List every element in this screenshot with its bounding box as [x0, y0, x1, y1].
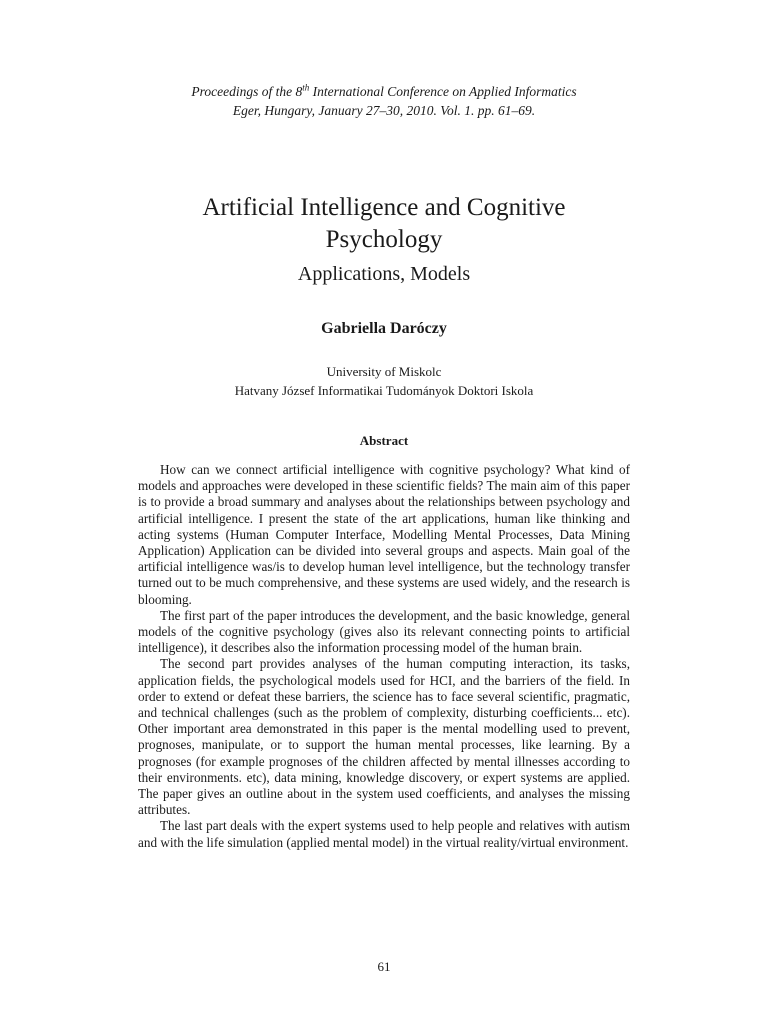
page-number: 61 — [377, 959, 391, 974]
abstract-body — [138, 462, 630, 851]
proceedings-prefix: Proceedings of the 8 — [191, 84, 303, 99]
paper-title — [0, 192, 768, 256]
proceedings-conference-name: International Conference on Applied Informatics — [309, 84, 577, 99]
abstract-paragraph: The last part deals with the expert systems used to help people and relatives with autism and with the life simulation (applied mental model) in the virtual reality/virtual environment. — [138, 818, 630, 850]
paper-title-line-1: Artificial Intelligence and Cognitive — [202, 194, 566, 221]
abstract-heading: Abstract — [359, 433, 409, 448]
affiliation-university: University of Miskolc — [326, 364, 442, 379]
abstract-paragraph: How can we connect artificial intelligence with cognitive psychology? What kind of models and approaches were developed in these scientific fields? The main aim of this paper is to provide a broad summary and analyses about the relationships between psychology and artificial intelligence. I present the state of the art applications, human like thinking and acting systems (Human Computer Interface, Modelling Mental Processes, Data Mining Application) Application can be divided into several groups and aspects. Main goal of the artificial intelligence was/is to develop human level intelligence, but the technology transfer turned out to be much comprehensive, and these systems are used widely, and the research is blooming. — [138, 462, 630, 607]
paper-subtitle: Applications, Models — [297, 263, 471, 285]
proceedings-line-2: Eger, Hungary, January 27–30, 2010. Vol. 1. pp. 61–69. — [232, 103, 536, 118]
author-name: Gabriella Daróczy — [321, 320, 447, 337]
affiliation-school: Hatvany József Informatikai Tudományok Doktori Iskola — [234, 383, 534, 398]
proceedings-header — [0, 82, 768, 120]
abstract-paragraph: The first part of the paper introduces the development, and the basic knowledge, general models of the cognitive psychology (gives also its relevant connecting points to artificial intelligence), it describes also the information processing model of the human brain. — [138, 607, 630, 656]
proceedings-ordinal-suffix: th — [302, 82, 310, 93]
proceedings-line-1 — [0, 82, 768, 101]
paper-title-line-2: Psychology — [325, 226, 443, 253]
abstract-paragraph: The second part provides analyses of the human computing interaction, its tasks, application fields, the psychological models used for HCI, and the barriers of the field. In order to extend or defeat these barriers, the science has to face several scientific, pragmatic, and technical challenges (such as the problem of complexity, disturbing coefficients... etc). Other important area demonstrated in this paper is the mental modelling used to prevent, prognoses, manipulate, or to support the human mental processes, like learning. By a prognoses (for example prognoses of the children affected by mental illnesses according to their environments. etc), data mining, knowledge discovery, or expert systems are applied. The paper gives an outline about in the system used coefficients, and analyses the missing attributes. — [138, 656, 630, 818]
author-affiliation — [0, 362, 768, 400]
